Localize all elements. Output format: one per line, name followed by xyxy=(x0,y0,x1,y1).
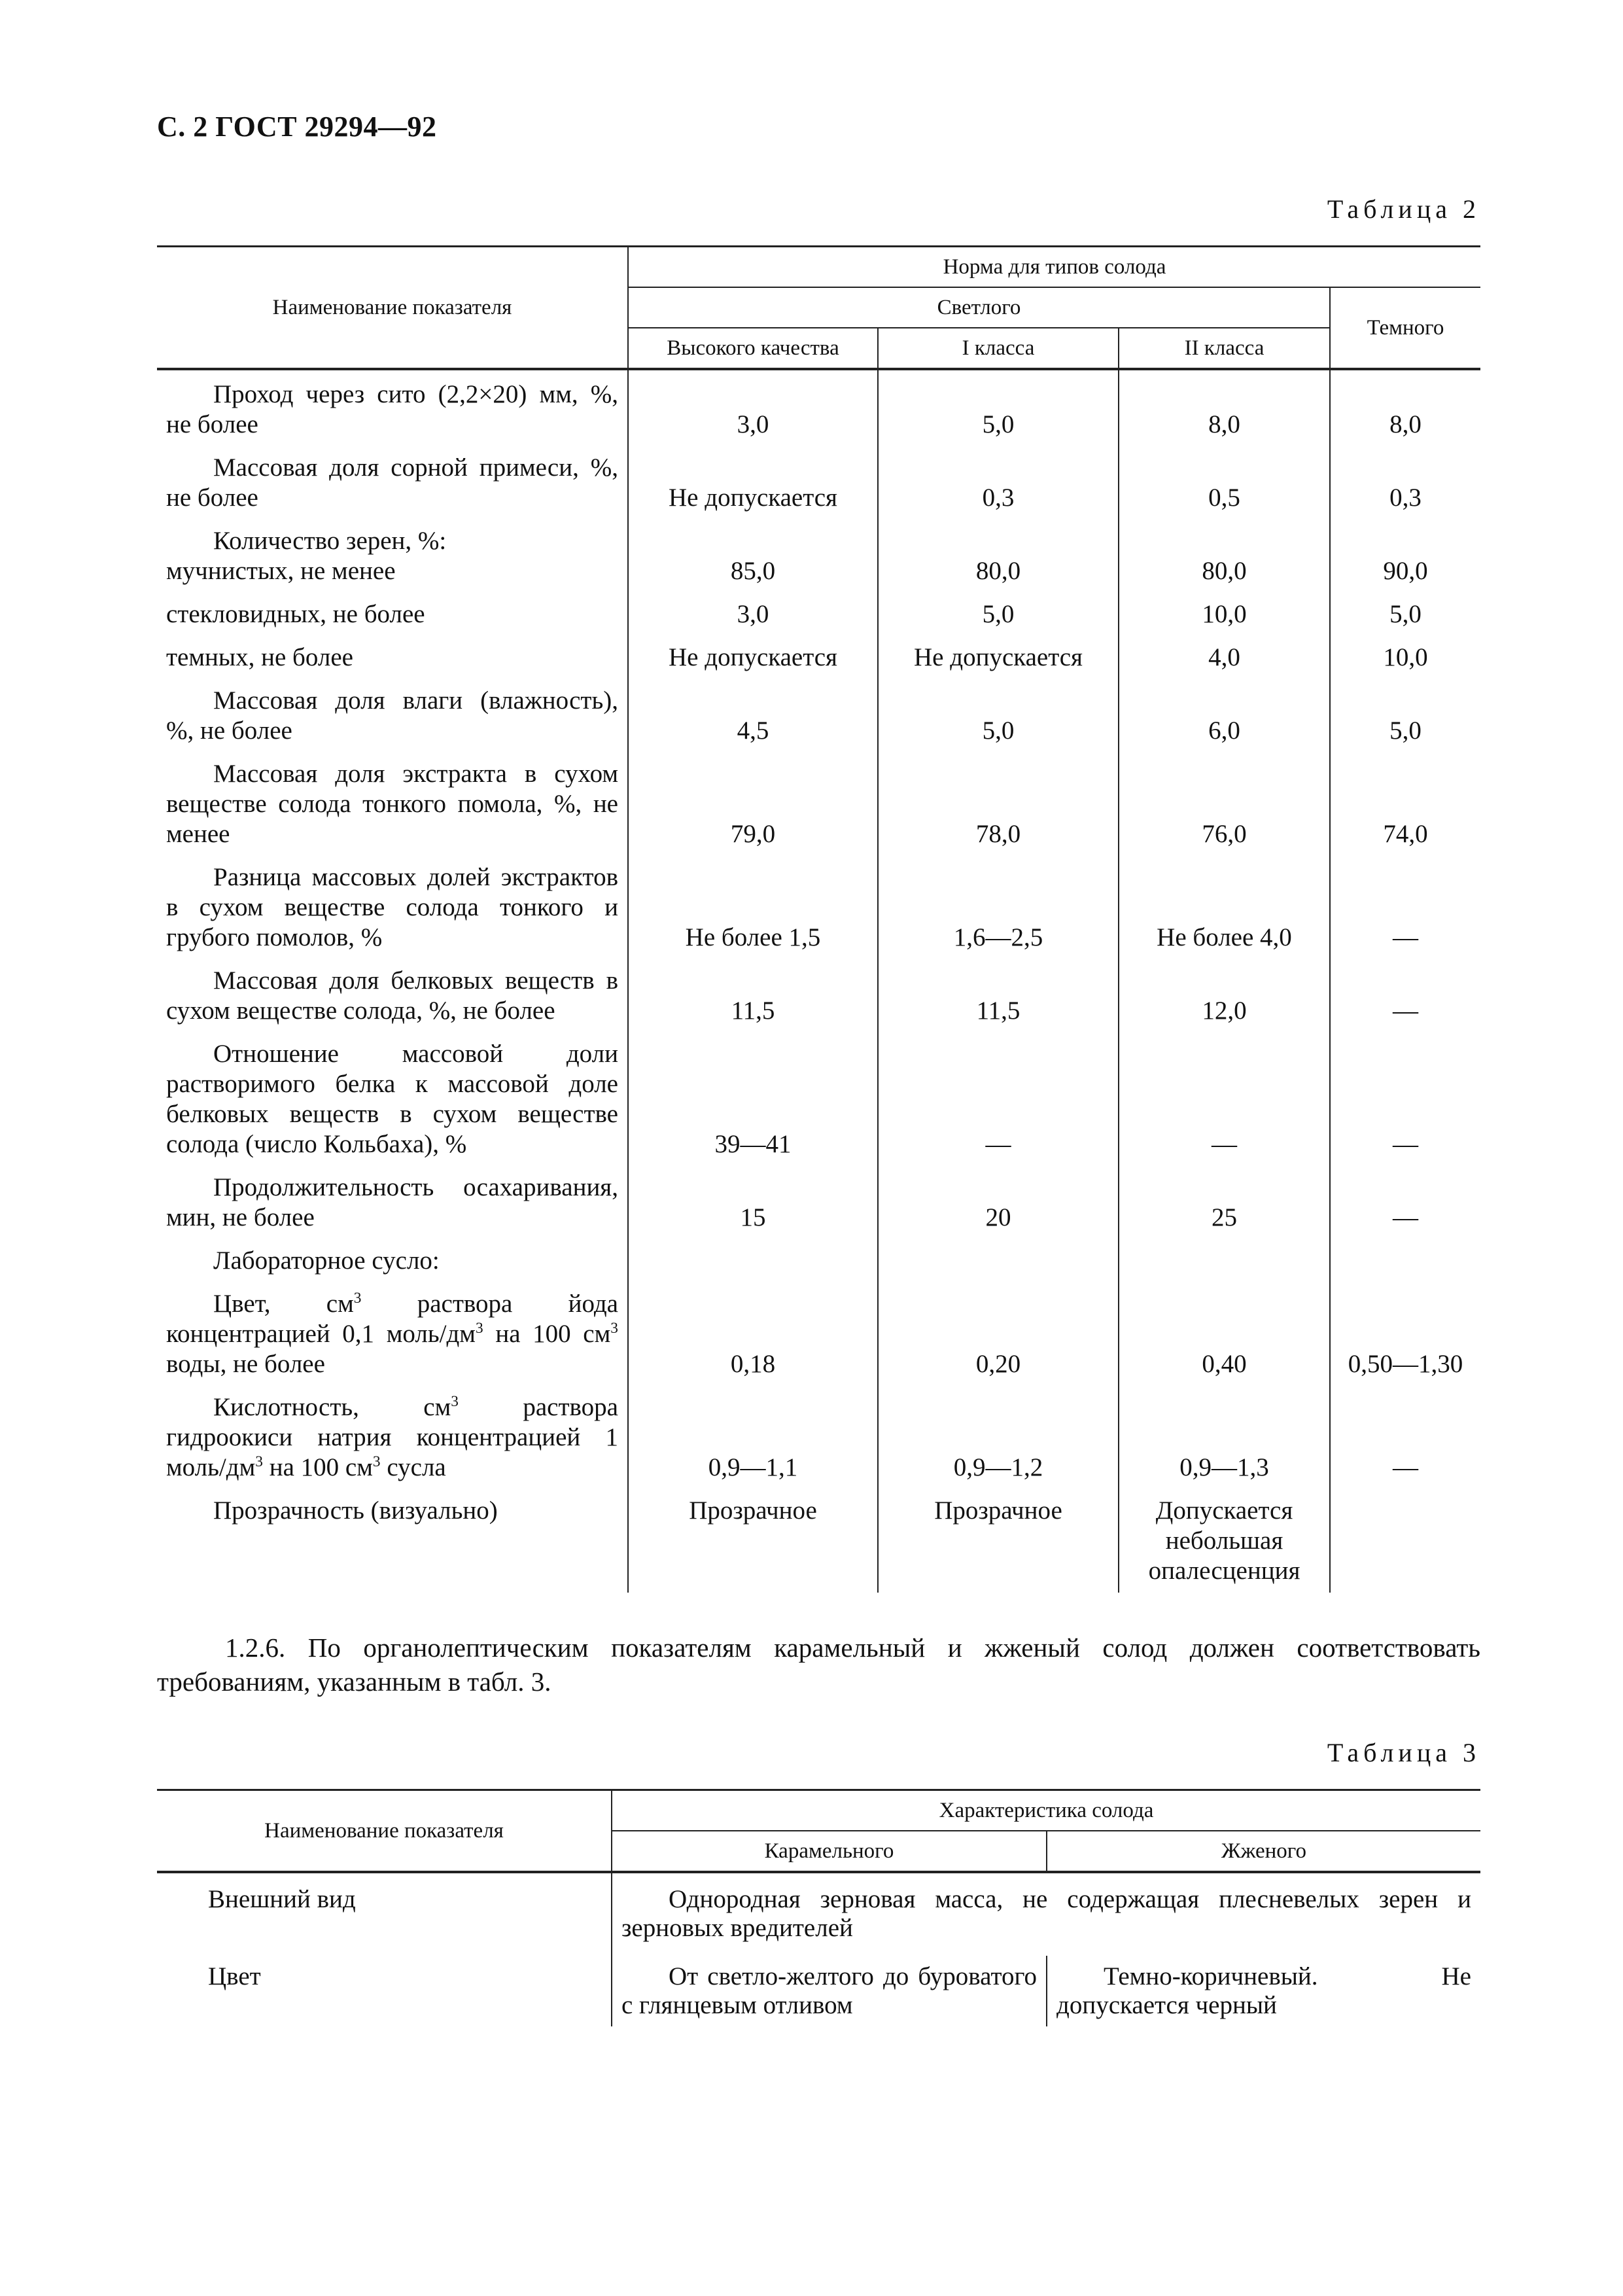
row-name: Лабораторное сусло: xyxy=(157,1239,628,1282)
table-row xyxy=(157,1166,1480,1239)
row-name: Количество зерен, %: xyxy=(157,520,628,556)
cell-class-ii: 76,0 xyxy=(1119,752,1330,856)
table-3 xyxy=(157,1789,1480,2026)
table-row xyxy=(157,1386,1480,1489)
table-2 xyxy=(157,245,1480,1593)
table-row xyxy=(157,520,1480,556)
row-name: Цвет xyxy=(157,1956,612,2026)
cell-class-i: 78,0 xyxy=(878,752,1119,856)
table-row xyxy=(157,636,1480,679)
cell-class-i: — xyxy=(878,1033,1119,1166)
row-name: Массовая доля экстракта в сухом веществе солода тонкого помола, %, не менее xyxy=(157,752,628,856)
cell-dark: — xyxy=(1330,1166,1480,1239)
table-row xyxy=(157,1282,1480,1386)
cell-class-ii: 80,0 xyxy=(1119,556,1330,593)
table-row xyxy=(157,446,1480,520)
row-name: мучнистых, не менее xyxy=(157,556,628,593)
paragraph-1-2-6: 1.2.6. По органолептическим показателям карамельный и жженый солод должен соответствовать требованиям, указанным в табл. 3. xyxy=(157,1633,1480,1697)
row-name: Массовая доля сорной примеси, %, не более xyxy=(157,446,628,520)
cell-high: Не допускается xyxy=(628,636,878,679)
cell-high: 11,5 xyxy=(628,959,878,1033)
table-row xyxy=(157,593,1480,636)
cell-class-ii: 12,0 xyxy=(1119,959,1330,1033)
table-row xyxy=(157,1956,1480,2026)
table-row xyxy=(157,856,1480,959)
cell-class-i: 0,9—1,2 xyxy=(878,1386,1119,1489)
col-header-high: Высокого качества xyxy=(628,328,878,369)
cell-class-i: 5,0 xyxy=(878,369,1119,446)
cell-class-ii: — xyxy=(1119,1033,1330,1166)
cell-high: 15 xyxy=(628,1166,878,1239)
row-name: Разница массовых долей экстрактов в сухом веществе солода тонкого и грубого помолов, % xyxy=(157,856,628,959)
cell-dark: 0,3 xyxy=(1330,446,1480,520)
cell-high: 79,0 xyxy=(628,752,878,856)
row-name: Массовая доля влаги (влажность), %, не более xyxy=(157,679,628,752)
cell-dark: 8,0 xyxy=(1330,369,1480,446)
cell-class-ii: 4,0 xyxy=(1119,636,1330,679)
cell-class-i: Не допускается xyxy=(878,636,1119,679)
row-name: Массовая доля белковых веществ в сухом веществе солода, %, не более xyxy=(157,959,628,1033)
cell-high: Не более 1,5 xyxy=(628,856,878,959)
col-header-norm: Норма для типов солода xyxy=(628,247,1480,288)
row-name: Продолжительность осахаривания, мин, не более xyxy=(157,1166,628,1239)
cell-class-i: Прозрачное xyxy=(878,1489,1119,1593)
cell-dark: 5,0 xyxy=(1330,679,1480,752)
row-name: стекловидных, не более xyxy=(157,593,628,636)
cell-high: 3,0 xyxy=(628,593,878,636)
cell-class-i: 20 xyxy=(878,1166,1119,1239)
cell-class-ii: 6,0 xyxy=(1119,679,1330,752)
row-name: Проход через сито (2,2×20) мм, %, не более xyxy=(157,369,628,446)
cell-class-ii: 0,5 xyxy=(1119,446,1330,520)
cell-class-i: 80,0 xyxy=(878,556,1119,593)
cell-class-i: 1,6—2,5 xyxy=(878,856,1119,959)
cell-class-ii: 25 xyxy=(1119,1166,1330,1239)
cell-dark: 5,0 xyxy=(1330,593,1480,636)
col-header-characteristic: Характеристика солода xyxy=(612,1790,1480,1831)
cell-high: Прозрачное xyxy=(628,1489,878,1593)
cell-class-i: 5,0 xyxy=(878,593,1119,636)
cell-class-ii: 0,9—1,3 xyxy=(1119,1386,1330,1489)
cell-class-i: 0,3 xyxy=(878,446,1119,520)
table2-caption: Таблица 2 xyxy=(1327,194,1480,224)
cell-high: 4,5 xyxy=(628,679,878,752)
cell-dark: 74,0 xyxy=(1330,752,1480,856)
row-name: Цвет, $см^3$ раствора йода концентрацией 0,1 моль/$дм^3$ на 100 $см^3$ воды, не более xyxy=(157,1282,628,1386)
cell-burnt: Темно-коричневый. Не допускается черный xyxy=(1047,1956,1480,2026)
cell-high: Не допускается xyxy=(628,446,878,520)
cell-dark: 90,0 xyxy=(1330,556,1480,593)
cell-high: 39—41 xyxy=(628,1033,878,1166)
table-row xyxy=(157,1239,1480,1282)
row-name: Кислотность, $см^3$ раствора гидроокиси натрия концентрацией 1 моль/$дм^3$ на 100 $см^3$ сусла xyxy=(157,1386,628,1489)
table-row xyxy=(157,679,1480,752)
row-name: Отношение массовой доли растворимого белка к массовой доле белковых веществ в сухом веществе солода (число Кольбаха), % xyxy=(157,1033,628,1166)
cell-dark xyxy=(1330,1489,1480,1593)
cell-class-ii: 10,0 xyxy=(1119,593,1330,636)
cell-class-i: 11,5 xyxy=(878,959,1119,1033)
table-row xyxy=(157,1489,1480,1593)
cell-dark: — xyxy=(1330,856,1480,959)
cell-class-ii: Не более 4,0 xyxy=(1119,856,1330,959)
cell-caramel: От светло-желтого до буроватого с глянцевым отливом xyxy=(612,1956,1047,2026)
cell-high: 0,18 xyxy=(628,1282,878,1386)
row-name: Прозрачность (визуально) xyxy=(157,1489,628,1593)
cell-high: 3,0 xyxy=(628,369,878,446)
cell-dark: 10,0 xyxy=(1330,636,1480,679)
col-header-class-ii: II класса xyxy=(1119,328,1330,369)
table-row xyxy=(157,1033,1480,1166)
col-header-name: Наименование показателя xyxy=(157,1790,612,1873)
cell-class-ii: 8,0 xyxy=(1119,369,1330,446)
cell-dark: — xyxy=(1330,1033,1480,1166)
row-name: темных, не более xyxy=(157,636,628,679)
table-row xyxy=(157,959,1480,1033)
cell-dark: — xyxy=(1330,959,1480,1033)
col-header-burnt: Жженого xyxy=(1047,1831,1480,1872)
col-header-caramel: Карамельного xyxy=(612,1831,1047,1872)
table-row xyxy=(157,556,1480,593)
cell-high: 85,0 xyxy=(628,556,878,593)
cell-class-ii: 0,40 xyxy=(1119,1282,1330,1386)
cell-dark: 0,50—1,30 xyxy=(1330,1282,1480,1386)
row-name: Внешний вид xyxy=(157,1872,612,1956)
table3-caption: Таблица 3 xyxy=(1327,1738,1480,1767)
col-header-class-i: I класса xyxy=(878,328,1119,369)
table-row xyxy=(157,1872,1480,1956)
table-row xyxy=(157,369,1480,446)
cell-merged: Однородная зерновая масса, не содержащая плесневелых зерен и зерновых вредителей xyxy=(612,1872,1480,1956)
col-header-light: Светлого xyxy=(628,287,1330,328)
cell-class-i: 0,20 xyxy=(878,1282,1119,1386)
cell-dark: — xyxy=(1330,1386,1480,1489)
cell-high: 0,9—1,1 xyxy=(628,1386,878,1489)
cell-class-i: 5,0 xyxy=(878,679,1119,752)
page-header: С. 2 ГОСТ 29294—92 xyxy=(157,111,437,143)
table-row xyxy=(157,752,1480,856)
cell-class-ii: Допускается небольшая опалесценция xyxy=(1119,1489,1330,1593)
col-header-dark: Темного xyxy=(1330,287,1480,369)
col-header-name: Наименование показателя xyxy=(157,247,628,370)
